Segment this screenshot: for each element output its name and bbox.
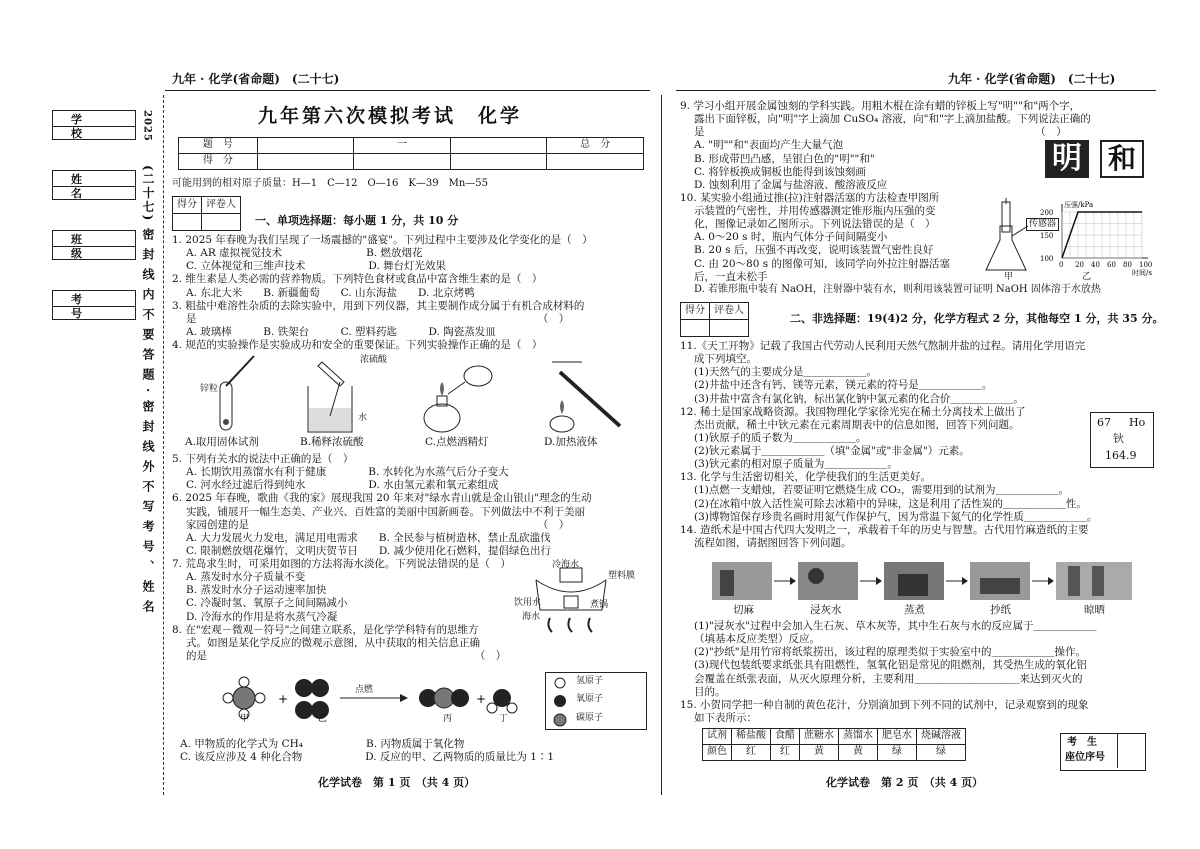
legend-oxygen: 氧原子 bbox=[576, 694, 604, 704]
page2-questions-c: (1)"浸灰水"过程中会加入生石灰、草木灰等，其中生石灰与水的反应属于＿＿＿＿＿＿ （填基本反应类型）反应。 (2)"抄纸"是用竹帘将纸浆捞出，该过程的原理类似于实验室中的＿＿＿＿＿＿操作。 (3)现代包装纸要求纸张具有阻燃性，氢氧化铝是常见的阻燃剂，其受热生成的氧化铝 会覆盖在纸张表面，从灭火原理分析，主要利用＿＿＿＿＿＿＿＿＿＿来达到灭火的 目的。 15. 小贺同学把一种自制的黄色花汁，分别滴加到下列不同的试剂中，记录观察到的现象 如下表所示： bbox=[680, 620, 1097, 724]
q7-label-sea-water: 海水 bbox=[522, 612, 541, 622]
molecule-jia bbox=[223, 677, 265, 719]
exam-number-box[interactable]: 考号 bbox=[52, 290, 136, 320]
figure-a-solid bbox=[220, 356, 254, 430]
q9-char-ming: 明 bbox=[1045, 140, 1089, 178]
q4-label-water: 水 bbox=[358, 413, 368, 423]
q4-figures bbox=[180, 352, 650, 440]
y-axis-label: 压强/kPa bbox=[1064, 201, 1094, 209]
section-2-title: 二、非选择题：19(4)2 分，化学方程式 2 分，其他每空 1 分，共 35 分。 bbox=[790, 312, 1164, 325]
step-label-1: 切麻 bbox=[733, 604, 754, 616]
q7-label-cold-water: 冷海水 bbox=[552, 560, 580, 570]
element-symbol: Ho bbox=[1129, 416, 1146, 429]
side-year: 2025 bbox=[141, 110, 153, 142]
q7-label-pot: 煮锅 bbox=[590, 600, 609, 610]
school-box[interactable]: 学校 bbox=[52, 110, 136, 140]
side-code: (二十七) bbox=[141, 165, 155, 223]
footer-page-1: 化学试卷 第 1 页 （共 4 页） bbox=[318, 776, 476, 789]
step-image-2 bbox=[798, 562, 858, 600]
q8-options: A. 甲物质的化学式为 CH₄ B. 丙物质属于氧化物 C. 该反应涉及 4 种化合物 D. 反应的甲、乙两物质的质量比为 1∶1 bbox=[180, 738, 555, 764]
q7-label-film: 塑料膜 bbox=[608, 571, 636, 581]
svg-text:+: + bbox=[476, 692, 487, 706]
seal-warning: 密封线内不要答题·密封线外不写考号、姓名 bbox=[141, 228, 155, 621]
q10-label-yi: 乙 bbox=[1082, 272, 1092, 282]
molecule-yi bbox=[295, 679, 329, 719]
x-axis-label: 时间/s bbox=[1132, 269, 1152, 276]
x-tick-label: 80 bbox=[1123, 261, 1132, 269]
svg-text:+: + bbox=[278, 692, 289, 706]
legend-hydrogen: 氢原子 bbox=[576, 676, 604, 686]
figure-d-heating bbox=[550, 362, 622, 432]
step-image-4 bbox=[970, 562, 1030, 600]
scorer-box-1: 得分 评卷人 bbox=[172, 196, 241, 231]
q9-char-he: 和 bbox=[1100, 140, 1144, 178]
legend-markers bbox=[550, 676, 570, 728]
q10-sensor: 传感器 bbox=[1026, 218, 1059, 231]
q8-figure bbox=[200, 672, 600, 728]
q10-label-jia: 甲 bbox=[1004, 272, 1014, 282]
class-box[interactable]: 班级 bbox=[52, 230, 136, 260]
molecule-bing bbox=[419, 688, 469, 708]
scorer-box-2: 得分 评卷人 bbox=[680, 302, 749, 337]
q15-table: 试剂 稀盐酸 食醋 蔗糖水 蒸馏水 肥皂水 烧碱溶液 颜色 红 红 黄 黄 绿 绿 bbox=[702, 728, 966, 761]
page1-questions-b: 5. 下列有关水的说法中正确的是（ ） A. 长期饮用蒸馏水有利于健康 B. 水转化为水蒸气后分子变大 C. 河水经过滤后得到纯水 D. 水由氢元素和氧元素组成 6. 2025 年春晚，歌曲《我的家》展现我国 20 年来对"绿水青山就是金山银山"理念的生动 实践，铺展开一幅生态美、产业兴、百姓富的美丽中国新画卷。下列做法中不利于美丽 家园创建的是 （ ） A. 大力发展火力发电，满足用电需求 B. 全民参与植树造林，禁止乱砍滥伐 C. 限制燃放烟花爆竹，文明庆贺节日 D. 减少使用化石燃料，提倡绿色出行 7. 荒岛求生时，可采用如图的方法将海水淡化。下列说法错误的是（ ） A. 蒸发时水分子质量不变 B. 蒸发时水分子运动速率加快 C. 冷凝时氢、氧原子之间间隔减小 D. 冷海水的作用是将水蒸气冷凝 8. 在"宏观－微观－符号"之间建立联系，是化学学科特有的思维方 式。如图是某化学反应的微观示意图，从中获取的相关信息正确 的是 （ ） bbox=[172, 453, 592, 662]
score-table: 题 号 一 总 分 得 分 bbox=[178, 137, 644, 170]
q10-chart bbox=[1040, 200, 1162, 276]
page-header-left: 九年 · 化学(省命题) (二十七) bbox=[172, 72, 340, 86]
step-label-2: 浸灰水 bbox=[810, 604, 842, 616]
x-tick-label: 0 bbox=[1059, 261, 1064, 269]
step-image-3 bbox=[884, 562, 944, 600]
q4-option-a: A.取用固体试剂 bbox=[185, 436, 259, 448]
figure-b-dilution bbox=[308, 362, 352, 432]
molecule-ding bbox=[487, 689, 517, 713]
seat-number-box[interactable]: 考 生 座位序号 bbox=[1060, 733, 1146, 771]
y-tick-label: 100 bbox=[1040, 255, 1054, 263]
legend-carbon: 碳原子 bbox=[576, 713, 604, 723]
x-tick-label: 60 bbox=[1107, 261, 1116, 269]
step-label-5: 晾晒 bbox=[1084, 604, 1105, 616]
step-image-1 bbox=[712, 562, 772, 600]
element-mass: 164.9 bbox=[1105, 449, 1137, 462]
x-tick-label: 40 bbox=[1091, 261, 1100, 269]
section-1-title: 一、单项选择题：每小题 1 分，共 10 分 bbox=[255, 214, 459, 227]
q7-label-drinking-water: 饮用水 bbox=[514, 598, 542, 608]
page2-questions-a: 9. 学习小组开展金属蚀刻的学科实践。用粗木棍在涂有蜡的锌板上写"明""和"两个字， 露出下面锌板，向"明"字上滴加 CuSO₄ 溶液，向"和"字上滴加盐酸。下列说法正确的 是 （ ） A. "明""和"表面均产生大量气泡 B. 形成带凹凸感，呈银白色的"明""和" C. 将锌板换成铜板也能得到该蚀刻画 D. 蚀刻利用了金属与盐溶液、酸溶液反应 10. 某实验小组通过推(拉)注射器活塞的方法检查甲图所 示装置的气密性，并用传感器测定锥形瓶内压强的变 化，图像记录如乙图所示。下列说法错误的是（ ） A. 0～20 s 时，瓶内气体分子间间隔变小 B. 20 s 后，压强不再改变，说明该装置气密性良好 C. 由 20～80 s 的图像可知，该同学向外拉注射器活塞 后，一直未松手 D. 若锥形瓶中装有 NaOH，注射器中装有水，则利用该装置可证明 NaOH 固体溶于水放热 bbox=[680, 100, 1101, 295]
x-tick-label: 100 bbox=[1139, 261, 1153, 269]
name-box[interactable]: 姓名 bbox=[52, 170, 136, 200]
y-tick-label: 200 bbox=[1040, 209, 1054, 217]
q8-legend bbox=[545, 672, 647, 730]
q4-option-c: C.点燃酒精灯 bbox=[425, 436, 489, 448]
q4-label-acid: 浓硫酸 bbox=[360, 355, 388, 365]
q4-label-zinc: 锌粒 bbox=[200, 384, 219, 394]
page1-questions-a: 1. 2025 年春晚为我们呈现了一场震撼的"盛宴"。下列过程中主要涉及化学变化的是（ ） A. AR 虚拟视觉技术 B. 燃放烟花 C. 立体视觉和三维声技术 D. 舞台灯光效果 2. 维生素是人类必需的营养物质。下列特色食材或食品中富含维生素的是（ ） A. 东北大米 B. 新疆葡萄 C. 山东海盐 D. 北京烤鸭 3. 粗盐中难溶性杂质的去除实验中，用到下列仪器，其主要制作成分属于有机合成材料的 是 （ ） A. 玻璃棒 B. 铁架台 C. 塑料药匙 D. 陶瓷蒸发皿 4. 规范的实验操作是实验成功和安全的重要保证。下列实验操作正确的是（ ） bbox=[172, 234, 593, 351]
step-label-4: 抄纸 bbox=[990, 604, 1011, 616]
element-card-holmium bbox=[1090, 412, 1154, 468]
q8-label-jia: 甲 bbox=[240, 714, 250, 724]
step-label-3: 蒸煮 bbox=[904, 604, 925, 616]
atomic-masses: 可能用到的相对原子质量：H—1 C—12 O—16 K—39 Mn—55 bbox=[172, 178, 488, 189]
page-title: 九年第六次模拟考试 化学 bbox=[258, 105, 523, 127]
figure-c-lamp bbox=[424, 366, 492, 432]
element-number: 67 bbox=[1097, 416, 1111, 429]
step-image-5 bbox=[1056, 562, 1132, 600]
q4-option-d: D.加热液体 bbox=[544, 436, 598, 448]
footer-page-2: 化学试卷 第 2 页 （共 4 页） bbox=[826, 776, 984, 789]
q10-apparatus bbox=[980, 196, 1040, 276]
page2-questions-b: 11.《天工开物》记载了我国古代劳动人民利用天然气熬制井盐的过程。请用化学用语完 成下列填空。 (1)天然气的主要成分是＿＿＿＿＿＿。 (2)井盐中还含有钙、镁等元素，镁元素的符号是＿＿＿＿＿＿。 (3)井盐中富含有氯化钠，标出氯化钠中氯元素的化合价＿＿＿＿＿＿。 12. 稀土是国家战略资源。我国物理化学家徐光宪在稀土分离技术上做出了 杰出贡献，稀土中钬元素在元素周期表中的信息如图，回答下列问题。 (1)钬原子的质子数为＿＿＿＿＿＿。 (2)钬元素属于＿＿＿＿＿＿（填"金属"或"非金属"）元素。 (3)钬元素的相对原子质量为＿＿＿＿＿＿。 13. 化学与生活密切相关，化学使我们的生活更美好。 (1)点燃一支蜡烛，若要证明它燃烧生成 CO₂，需要用到的试剂为＿＿＿＿＿＿。 (2)在冰箱中放入活性炭可除去冰箱中的异味，这是利用了活性炭的＿＿＿＿＿＿性。 (3)博物馆保存珍贵名画时用氮气作保护气，因为常温下氮气的化学性质＿＿＿＿＿＿。 14. 造纸术是中国古代四大发明之一，承载着千年的历史与智慧。古代用竹麻造纸的主要 流程如图，请据图回答下列问题。 bbox=[680, 340, 1098, 549]
q8-label-ding: 丁 bbox=[499, 714, 509, 724]
q8-label-bing: 丙 bbox=[443, 714, 453, 724]
q8-condition: 点燃 bbox=[355, 685, 374, 695]
y-tick-label: 150 bbox=[1040, 232, 1054, 240]
element-name: 钬 bbox=[1113, 432, 1124, 445]
q4-option-b: B.稀释浓硫酸 bbox=[300, 436, 364, 448]
x-tick-label: 20 bbox=[1075, 261, 1084, 269]
q8-label-yi: 乙 bbox=[318, 714, 328, 724]
page-header-right: 九年 · 化学(省命题) (二十七) bbox=[948, 72, 1116, 86]
q14-process-figure bbox=[712, 556, 1152, 604]
